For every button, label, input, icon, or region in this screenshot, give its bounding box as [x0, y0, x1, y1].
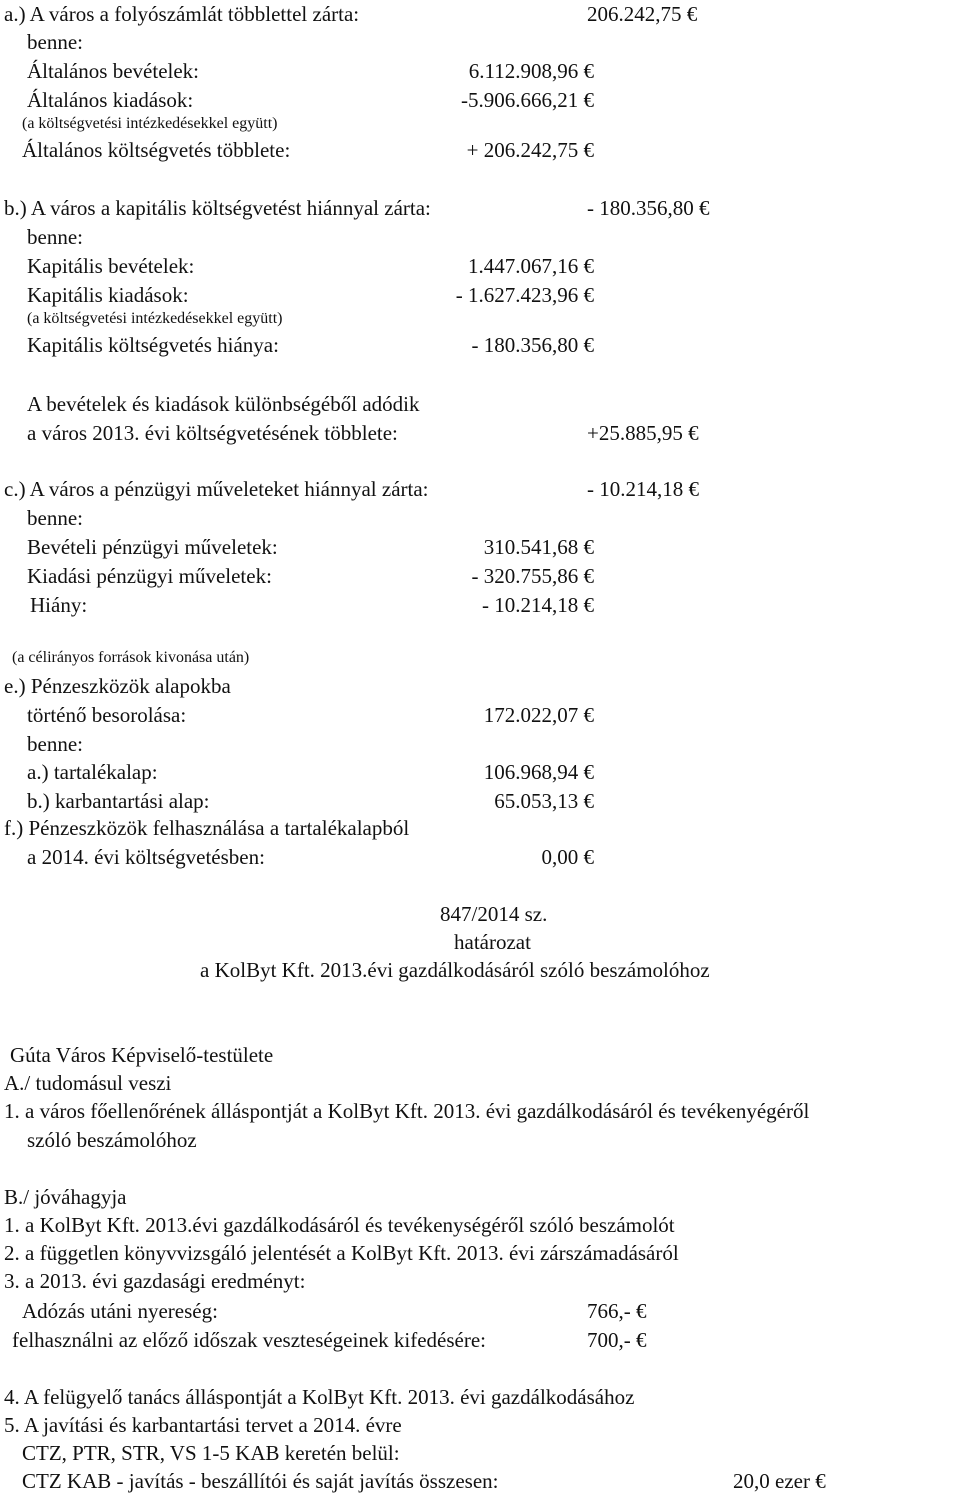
- section-a-note: (a költségvetési intézkedésekkel együtt): [22, 115, 278, 132]
- section-c-financial-income-label: Bevételi pénzügyi műveletek:: [27, 535, 278, 559]
- resolution-b-head: B./ jóváhagyja: [4, 1185, 127, 1209]
- resolution-b1: 1. a KolByt Kft. 2013.évi gazdálkodásáról és tevékenységéről szóló beszámolót: [4, 1213, 675, 1237]
- resolution-number: 847/2014 sz.: [440, 902, 548, 926]
- section-b-diff-value: +25.885,95 €: [587, 421, 699, 445]
- section-e-reserve-label: a.) tartalékalap:: [27, 760, 158, 784]
- resolution-a-head: A./ tudomásul veszi: [4, 1071, 172, 1095]
- resolution-body: Gúta Város Képviselő-testülete: [10, 1043, 274, 1067]
- resolution-b3: 3. a 2013. évi gazdasági eredményt:: [4, 1269, 306, 1293]
- section-b-capital-income-label: Kapitális bevételek:: [27, 254, 195, 278]
- section-a-general-expense-value: -5.906.666,21 €: [461, 88, 594, 112]
- section-a-surplus-label: Általános költségvetés többlete:: [22, 138, 291, 162]
- section-b-benne: benne:: [27, 225, 83, 249]
- section-b-deficit-value: - 180.356,80 €: [471, 333, 594, 357]
- section-a-general-income-label: Általános bevételek:: [27, 59, 200, 83]
- section-a-total: 206.242,75 €: [587, 2, 698, 26]
- section-b-capital-income-value: 1.447.067,16 €: [468, 254, 594, 278]
- section-c-benne: benne:: [27, 506, 83, 530]
- section-c-deficit-label: Hiány:: [30, 593, 88, 617]
- section-c-financial-expense-label: Kiadási pénzügyi műveletek:: [27, 564, 272, 588]
- section-a-surplus-value: + 206.242,75 €: [466, 138, 594, 162]
- section-c-title: c.) A város a pénzügyi műveleteket hiánnyal zárta:: [4, 477, 429, 501]
- section-b-title: b.) A város a kapitális költségvetést hiánnyal zárta:: [4, 196, 431, 220]
- resolution-word: határozat: [454, 930, 531, 954]
- resolution-subject: a KolByt Kft. 2013.évi gazdálkodásáról szóló beszámolóhoz: [200, 958, 710, 982]
- section-b-capital-expense-label: Kapitális kiadások:: [27, 283, 189, 307]
- section-b-diff-line1: A bevételek és kiadások különbségéből adódik: [27, 392, 420, 416]
- section-e-maintenance-value: 65.053,13 €: [494, 789, 594, 813]
- section-c-deficit-value: - 10.214,18 €: [482, 593, 594, 617]
- section-a-benne: benne:: [27, 30, 83, 54]
- section-e-reserve-value: 106.968,94 €: [483, 760, 594, 784]
- section-b-deficit-label: Kapitális költségvetés hiánya:: [27, 333, 279, 357]
- section-b-note: (a költségvetési intézkedésekkel együtt): [27, 310, 283, 327]
- section-a-general-income-value: 6.112.908,96 €: [468, 59, 594, 83]
- section-c-financial-expense-value: - 320.755,86 €: [471, 564, 594, 588]
- resolution-b5: 5. A javítási és karbantartási tervet a 2014. évre: [4, 1413, 402, 1437]
- section-e-total: 172.022,07 €: [483, 703, 594, 727]
- resolution-b5-total-value: 20,0 ezer €: [733, 1469, 826, 1493]
- section-b-diff-line2: a város 2013. évi költségvetésének többlete:: [27, 421, 398, 445]
- resolution-b4: 4. A felügyelő tanács álláspontját a KolByt Kft. 2013. évi gazdálkodásához: [4, 1385, 635, 1409]
- section-e-title2: történő besorolása:: [27, 703, 187, 727]
- section-e-benne: benne:: [27, 732, 83, 756]
- section-f-title1: f.) Pénzeszközök felhasználása a tartalékalapból: [4, 816, 410, 840]
- section-e-maintenance-label: b.) karbantartási alap:: [27, 789, 210, 813]
- resolution-b5-sub: CTZ, PTR, STR, VS 1-5 KAB keretén belül:: [22, 1441, 400, 1465]
- resolution-b5-total-label: CTZ KAB - javítás - beszállítói és saját javítás összesen:: [22, 1469, 499, 1493]
- section-f-value: 0,00 €: [541, 845, 594, 869]
- resolution-b3-use-label: felhasználni az előző időszak veszteségeinek kifedésére:: [12, 1328, 487, 1352]
- section-b-total: - 180.356,80 €: [587, 196, 710, 220]
- resolution-a1-line1: 1. a város főellenőrének álláspontját a KolByt Kft. 2013. évi gazdálkodásáról és tevékenyégéről: [4, 1099, 810, 1123]
- section-b-capital-expense-value: - 1.627.423,96 €: [455, 283, 594, 307]
- section-a-general-expense-label: Általános kiadások:: [27, 88, 194, 112]
- section-c-financial-income-value: 310.541,68 €: [483, 535, 594, 559]
- section-c-total: - 10.214,18 €: [587, 477, 699, 501]
- resolution-b3-profit-value: 766,- €: [587, 1299, 647, 1323]
- resolution-b3-profit-label: Adózás utáni nyereség:: [22, 1299, 218, 1323]
- resolution-a1-line2: szóló beszámolóhoz: [27, 1128, 197, 1152]
- section-e-note: (a célirányos források kivonása után): [12, 649, 250, 666]
- section-a-title: a.) A város a folyószámlát többlettel zárta:: [4, 2, 360, 26]
- section-e-title1: e.) Pénzeszközök alapokba: [4, 674, 231, 698]
- section-f-title2: a 2014. évi költségvetésben:: [27, 845, 265, 869]
- resolution-b2: 2. a független könyvvizsgáló jelentését a KolByt Kft. 2013. évi zárszámadásáról: [4, 1241, 679, 1265]
- resolution-b3-use-value: 700,- €: [587, 1328, 647, 1352]
